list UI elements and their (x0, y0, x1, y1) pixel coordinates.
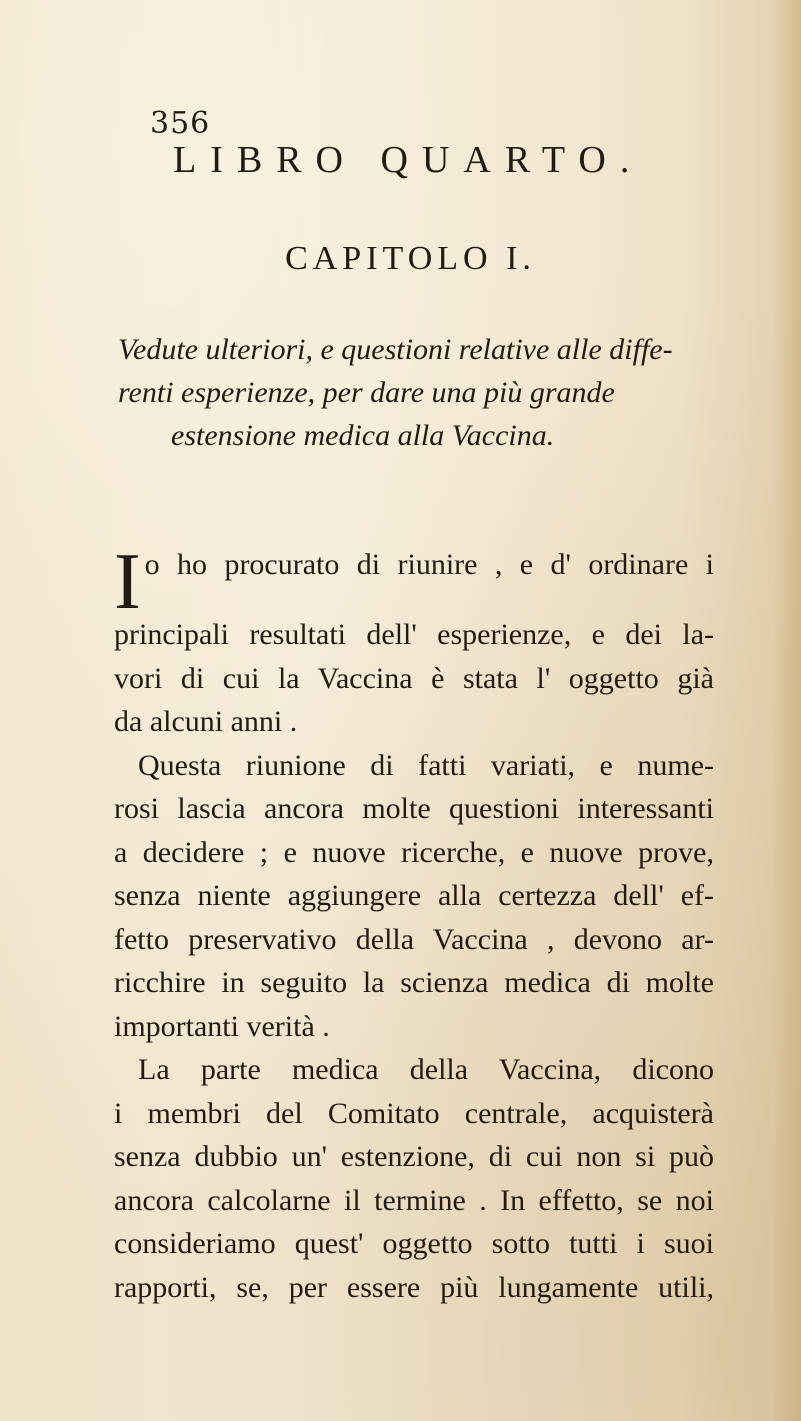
paragraph-3 (114, 1048, 714, 1309)
page-number: 356 (150, 106, 211, 141)
text-line: rapporti, se, per essere più lungamente utili, (114, 1270, 714, 1304)
text-line: a decidere ; e nuove ricerche, e nuove prove, (114, 835, 714, 869)
text-line: senza dubbio un' estenzione, di cui non si può (114, 1140, 714, 1173)
text-line: da alcuni anni . (114, 705, 298, 738)
summary-line: renti esperienze, per dare una più grande (118, 376, 615, 409)
text-line: rosi lascia ancora molte questioni interessanti (114, 792, 714, 825)
text-line: vori di cui la Vaccina è stata l' oggetto già (114, 661, 714, 695)
text-line: ricchire in seguito la scienza medica di molte (114, 966, 714, 999)
text-line: importanti verità . (114, 1009, 330, 1043)
running-head: LIBRO QUARTO. (173, 139, 644, 181)
text-line: o ho procurato di riunire , e d' ordinare i (144, 548, 714, 581)
text-line: fetto preservativo della Vaccina , devono ar- (114, 922, 714, 956)
chapter-summary (118, 328, 738, 457)
text-line: La parte medica della Vaccina, dicono (138, 1053, 714, 1086)
body-text (114, 538, 714, 1309)
paragraph-2 (114, 744, 714, 1049)
text-line: ancora calcolarne il termine . In effetto, se noi (114, 1183, 714, 1217)
summary-line: Vedute ulteriori, e questioni relative alle diffe- (118, 333, 673, 366)
summary-line: estensione medica alla Vaccina. (171, 419, 555, 452)
page-edge-shadow (773, 0, 801, 1421)
text-line: i membri del Comitato centrale, acquisterà (114, 1096, 714, 1130)
text-line: senza niente aggiungere alla certezza dell' ef- (114, 879, 714, 912)
chapter-heading: CAPITOLO I. (285, 240, 536, 277)
text-line: principali resultati dell' esperienze, e dei la- (114, 618, 714, 651)
paragraph-1 (114, 538, 714, 744)
text-line: consideriamo quest' oggetto sotto tutti i suoi (114, 1227, 714, 1260)
text-line: Questa riunione di fatti variati, e nume- (138, 748, 714, 782)
drop-cap: I (114, 538, 141, 626)
